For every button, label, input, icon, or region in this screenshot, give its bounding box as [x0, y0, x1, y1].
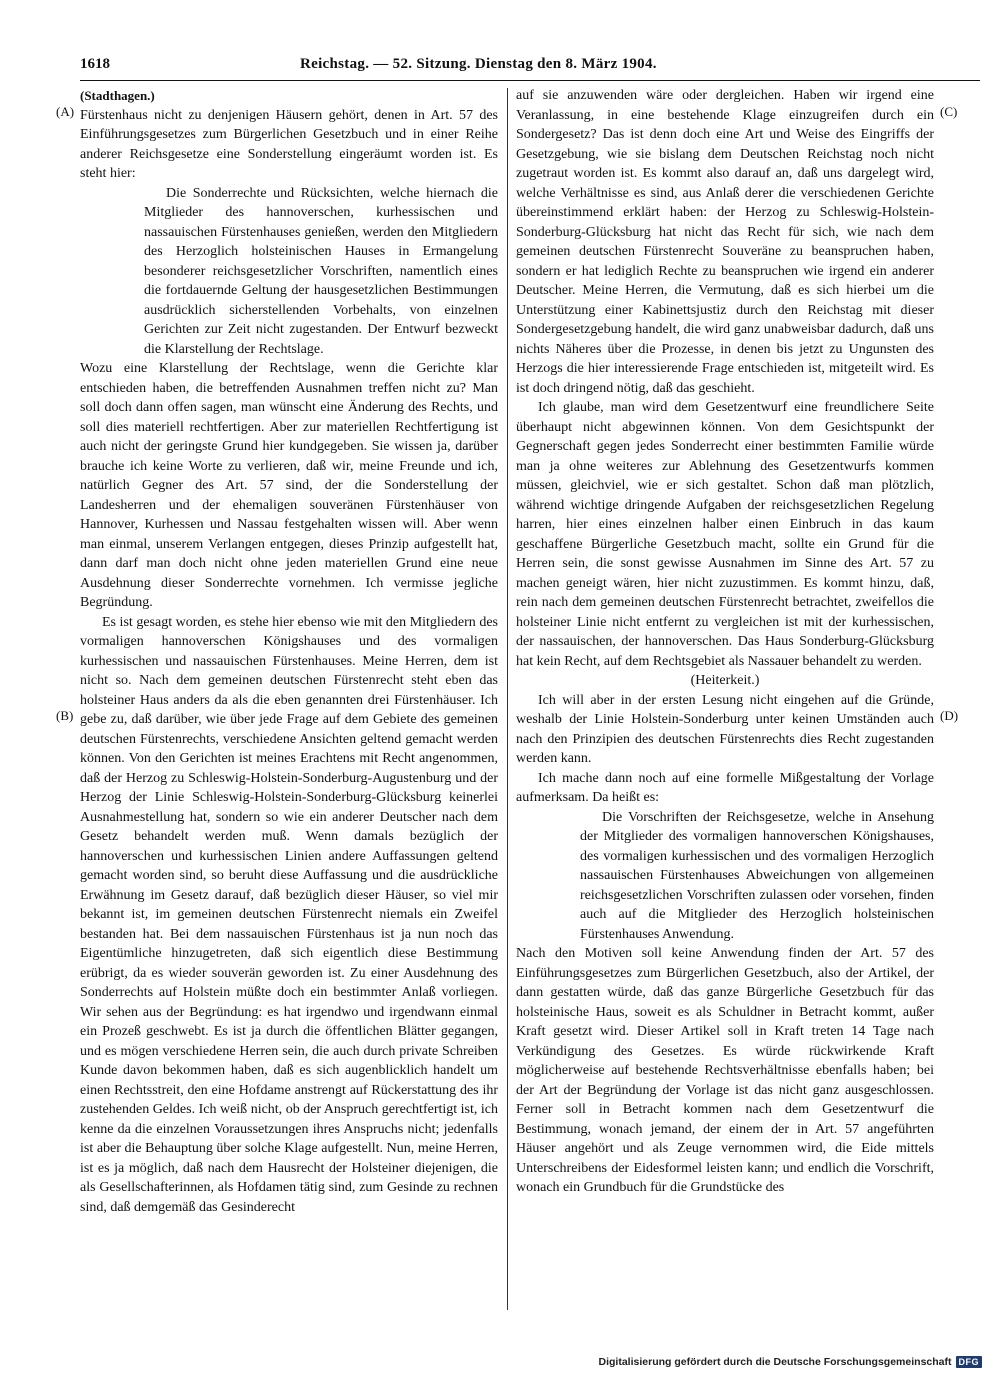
- footer-credit: [599, 1356, 982, 1368]
- page-number: 1618: [80, 56, 110, 72]
- paragraph: Es ist gesagt worden, es stehe hier ebenso wie mit den Mitgliedern des vormaligen hannoverschen Königshauses und des vormaligen kurhessischen und nassauischen Fürstenhauses. Meine Herren, dem ist nicht so. Nach dem gemeinen deutschen Fürstenrecht steht eben das holsteiner Haus anders da als die eben genannten drei Fürstenhäuser. Ich gebe zu, daß darüber, wie über jede Frage auf dem Gebiete des gemeinen deutschen Fürstenrechts, verschiedene Ansichten geltend gemacht werden können. Von den Gerichten ist meines Erachtens mit Recht angenommen, daß der Herzog zu Schleswig-Holstein-Sonderburg-Augustenburg und der Herzog der Linie Schleswig-Holstein-Sonderburg-Glücksburg keinerlei Ausnahmestellung hat, sondern so wie ein anderer Deutscher nach dem Gesetz behandelt werden muß. Wenn damals bezüglich der hannoverschen und kurhessischen Linien andere Auffassungen geltend gemacht worden sind, so beruht diese Auffassung und die ausdrückliche Erwähnung im Gesetz darauf, daß bezüglich dieser Häuser, so viel mir bekannt ist, im gemeinen deutschen Fürstenrecht niemals ein Zweifel bestanden hat. Bei dem nassauischen Fürstenhaus ist ja nun noch das Eigentümliche hinzugetreten, daß sich eigentlich diese Bestimmung erübrigt, da es wieder souverän geworden ist. Zu einer Ausdehnung des Sonderrechts auf Holstein müßte doch ein bestimmter Anlaß vorliegen. Wir sehen aus der Begründung: es hat irgendwo und irgendwann einmal ein Prozeß geschwebt. Es ist ja durch die öffentlichen Blätter gegangen, und es mögen verschiedene Herren sein, die auch durch private Schreiben Kunde davon bekommen haben, daß es sich augenblicklich handelt um einen Rechtsstreit, den eine Hofdame anstrengt auf Rückerstattung des ihr zustehenden Geldes. Ich weiß nicht, ob der Anspruch gerechtfertigt ist, ich kenne da die einzelnen Voraussetzungen ihres Anspruchs nicht; jedenfalls ist aber die Behauptung über solche Klage aufgestellt. Nun, meine Herren, ist es ja möglich, daß nach dem Hausrecht der Holsteiner diejenigen, die als Gesellschafterinnen, als Hofdamen tätig sind, zum Gesinde zu rechnen sind, daß demgemäß das Gesinderecht: [80, 614, 498, 1215]
- right-column: [516, 86, 934, 1198]
- block-quote: Die Sonderrechte und Rücksichten, welche hiernach die Mitglieder des hannoverschen, kurhessischen und nassauischen Fürstenhauses genießen, werden den Mitgliedern des Herzoglich holsteinischen Hauses in Ermangelung besonderer reichsgesetzlicher Vorschriften, namentlich eines die fortdauernde Geltung der hausgesetzlichen Bestimmungen ausdrücklich sicherstellenden Vorbehalts, von einzelnen Gerichten zur Zeit nicht zugestanden. Der Entwurf bezweckt die Klarstellung der Rechtslage.: [144, 185, 498, 357]
- block-quote: Die Vorschriften der Reichsgesetze, welche in Ansehung der Mitglieder des vormaligen hannoverschen Königshauses, des vormaligen kurhessischen und des vormaligen Herzoglich nassauischen Fürstenhauses Abweichungen von allgemeinen reichsgesetzlichen Vorschriften zulassen oder vorsehen, finden auch auf die Mitglieder des Herzoglich holsteinischen Fürstenhauses Anwendung.: [580, 809, 934, 942]
- margin-mark-d: (D): [940, 708, 959, 723]
- paragraph: Ich glaube, man wird dem Gesetzentwurf eine freundlichere Seite überhaupt nicht abgewinnen können. Von dem Gesichtspunkt der Gegnerschaft gegen jedes Sonderrecht einer bestimmten Familie würde man ja ohne weiteres zur Ablehnung des Gesetzentwurfs kommen müssen, gleichviel, wie er sich gestaltet. Schon daß man plötzlich, während wichtige dringende Aufgaben der reichsgesetzlichen Regelung harren, hier eines einzelnen halber einen Einbruch in das kaum geschaffene Bürgerliche Gesetzbuch macht, sollte ein Grund für die Herren sein, die sonst gewisse Ausnahmen im Sinne des Art. 57 zu machen geneigt wären, hier nicht zuzustimmen. Es kommt hinzu, daß, rein nach dem gemeinen deutschen Fürstenrecht betrachtet, zweifellos die holsteiner Linie nicht entfernt zu vergleichen ist mit der kurhessischen, der nassauischen, der hannoverschen. Das Haus Sonderburg-Glücksburg hat kein Recht, auf dem Rechtsgebiet als Nassauer behandelt zu werden.: [516, 400, 934, 669]
- footer-text: Digitalisierung gefördert durch die Deutsche Forschungsgemeinschaft: [598, 1356, 952, 1368]
- interjection: (Heiterkeit.): [690, 673, 760, 688]
- margin-mark-b: (B): [56, 708, 74, 723]
- margin-mark-c: (C): [940, 104, 958, 119]
- paragraph: auf sie anzuwenden wäre oder dergleichen. Haben wir irgend eine Veranlassung, in eine bestehende Klage einzugreifen durch ein Sondergesetz? Das ist denn doch eine Art und Weise des Eingriffs der Gesetzgebung, wie sie bislang dem Deutschen Reichstag noch nicht zugetraut worden ist. Es kommt also darauf an, daß uns dargelegt wird, welche Verhältnisse es sind, aus Anlaß derer die verschiedenen Gerichte übereinstimmend erklärt haben: der Herzog zu Schleswig-Holstein-Sonderburg-Glücksburg hat nicht das Recht für sich, wie nach dem gemeinen deutschen Fürstenrecht Souveräne zu beanspruchen haben, sondern er hat lediglich Rechte zu beanspruchen wie irgend ein anderer Deutscher. Meine Herren, die Vermutung, daß es sich hierbei um die Unterstützung einer Kabinettsjustiz durch den Reichstag mit dieser Sondergesetzgebung handelt, die wird ganz unabweisbar dadurch, daß uns nichts Näheres über die Prozesse, in denen bis jetzt zu Ungunsten des Herzogs die hier interessierende Frage entschieden ist, mitgeteilt wird. Es ist doch dringend nötig, daß das geschieht.: [516, 88, 934, 396]
- page-header: [80, 54, 982, 80]
- margin-mark-a: (A): [56, 104, 75, 119]
- paragraph: Wozu eine Klarstellung der Rechtslage, wenn die Gerichte klar entschieden haben, die betreffenden Ausnahmen treffen nicht zu? Man soll doch dann offen sagen, man wünscht eine Änderung des Rechts, und soll dies materiell rechtfertigen. Aber zur materiellen Rechtfertigung ist auch nicht der geringste Grund hier kundgegeben. Sie wissen ja, darüber brauche ich keine Worte zu verlieren, daß wir, meine Freunde und ich, natürlich Gegner des Art. 57 sind, der die Sonderstellung der Landesherren und der ehemaligen souveränen Fürstenhäuser von Hannover, Kurhessen und Nassau festgehalten wissen will. Aber wenn man einmal, unserem Verlangen entgegen, dieses Prinzip aufgestellt hat, dann darf man doch nicht ohne jeden materiellen Grund eine neue Ausdehnung dieser Sonderrechte vornehmen. Ich vermisse jegliche Begründung.: [80, 361, 498, 610]
- paragraph: Ich will aber in der ersten Lesung nicht eingehen auf die Gründe, weshalb der Linie Holstein-Sonderburg unter keinen Umständen auch nach den Prinzipien des deutschen Fürstenrechts dies Recht zugestanden werden kann.: [516, 692, 934, 766]
- paragraph: Ich mache dann noch auf eine formelle Mißgestaltung der Vorlage aufmerksam. Da heißt es:: [516, 770, 934, 805]
- column-divider: [507, 88, 508, 1310]
- dfg-logo-icon: DFG: [956, 1356, 983, 1368]
- paragraph: Nach den Motiven soll keine Anwendung finden der Art. 57 des Einführungsgesetzes zum Bürgerlichen Gesetzbuch, also der Artikel, der dann gestatten würde, daß das ganze Bürgerliche Gesetzbuch für das holsteinische Haus, soweit es als Schuldner in Betracht kommt, außer Kraft gesetzt wird. Dieser Artikel soll in Kraft treten 14 Tage nach Verkündigung des Gesetzes. Es würde rückwirkende Kraft möglicherweise auf bestehende Rechtsverhältnisse ebenfalls haben; bei der Art der Begründung der Vorlage ist das nicht ganz ausgeschlossen. Ferner soll in Betracht kommen nach dem Gesetzentwurf die Bestimmung, wonach jemand, der einem der in Art. 57 angeführten Häuser angehört und als Zeuge vernommen wird, die Eide mittels Unterschreibens der Eidesformel leisten kann; und endlich die Vorschrift, wonach ein Grundbuch für die Grundstücke des: [516, 946, 934, 1195]
- left-column: [80, 86, 498, 1217]
- speaker-label: (Stadthagen.): [80, 88, 155, 103]
- running-title: Reichstag. — 52. Sitzung. Dienstag den 8. März 1904.: [300, 56, 657, 72]
- paragraph: Fürstenhaus nicht zu denjenigen Häusern gehört, denen in Art. 57 des Einführungsgesetzes zum Bürgerlichen Gesetzbuch und in einer Reihe anderer Reichsgesetze eine Sonderstellung eingeräumt worden ist. Es steht hier:: [80, 107, 498, 181]
- header-rule: [80, 80, 980, 81]
